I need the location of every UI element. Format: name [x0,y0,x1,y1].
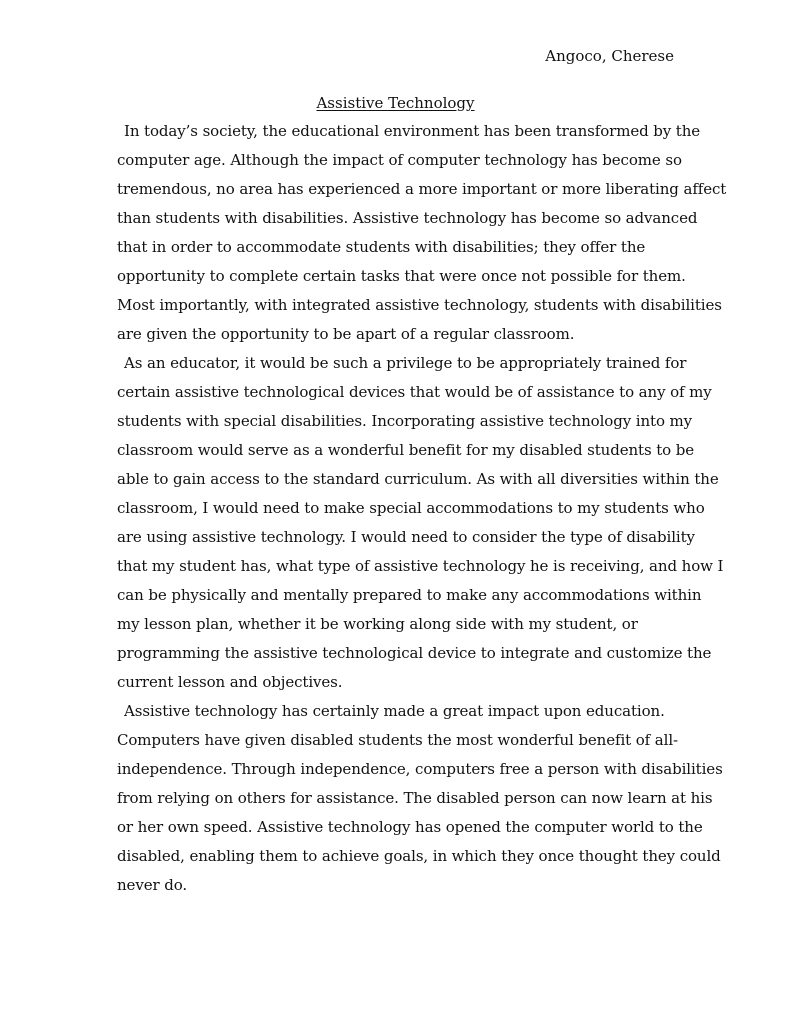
text-line: able to gain access to the standard curriculum. As with all diversities within the [117,470,719,488]
paragraph-2 [117,349,724,697]
text-line: opportunity to complete certain tasks that were once not possible for them. [117,267,686,285]
text-line: classroom would serve as a wonderful benefit for my disabled students to be [117,441,695,459]
text-line: tremendous, no area has experienced a more important or more liberating affect [117,180,727,198]
text-line: computer age. Although the impact of computer technology has become so [117,151,682,169]
text-line: can be physically and mentally prepared to make any accommodations within [117,586,702,604]
text-line: never do. [117,876,188,894]
author-header: Angoco, Cherese [545,47,674,65]
text-line: Computers have given disabled students the most wonderful benefit of all- [117,731,679,749]
paragraph-3 [117,697,723,900]
text-line: current lesson and objectives. [117,673,343,691]
text-line: my lesson plan, whether it be working along side with my student, or [117,615,638,633]
text-line: programming the assistive technological device to integrate and customize the [117,644,712,662]
text-line: disabled, enabling them to achieve goals, in which they once thought they could [117,847,721,865]
text-line: or her own speed. Assistive technology has opened the computer world to the [117,818,703,836]
document-title: Assistive Technology [316,94,475,112]
text-line: certain assistive technological devices that would be of assistance to any of my [117,383,712,401]
document-body [117,117,727,900]
text-line: than students with disabilities. Assistive technology has become so advanced [117,209,698,227]
text-line: independence. Through independence, computers free a person with disabilities [117,760,723,778]
paragraph-1 [117,117,727,349]
text-line: As an educator, it would be such a privilege to be appropriately trained for [124,354,687,372]
text-line: are using assistive technology. I would need to consider the type of disability [117,528,695,546]
text-line: Assistive technology has certainly made a great impact upon education. [124,702,665,720]
text-line: Most importantly, with integrated assistive technology, students with disabilities [117,296,722,314]
text-line: are given the opportunity to be apart of a regular classroom. [117,325,575,343]
text-line: students with special disabilities. Incorporating assistive technology into my [117,412,693,430]
text-line: from relying on others for assistance. The disabled person can now learn at his [117,789,713,807]
text-line: In today’s society, the educational environment has been transformed by the [124,122,701,140]
text-line: that in order to accommodate students with disabilities; they offer the [117,238,646,256]
text-line: that my student has, what type of assistive technology he is receiving, and how I [117,557,724,575]
text-line: classroom, I would need to make special accommodations to my students who [117,499,705,517]
